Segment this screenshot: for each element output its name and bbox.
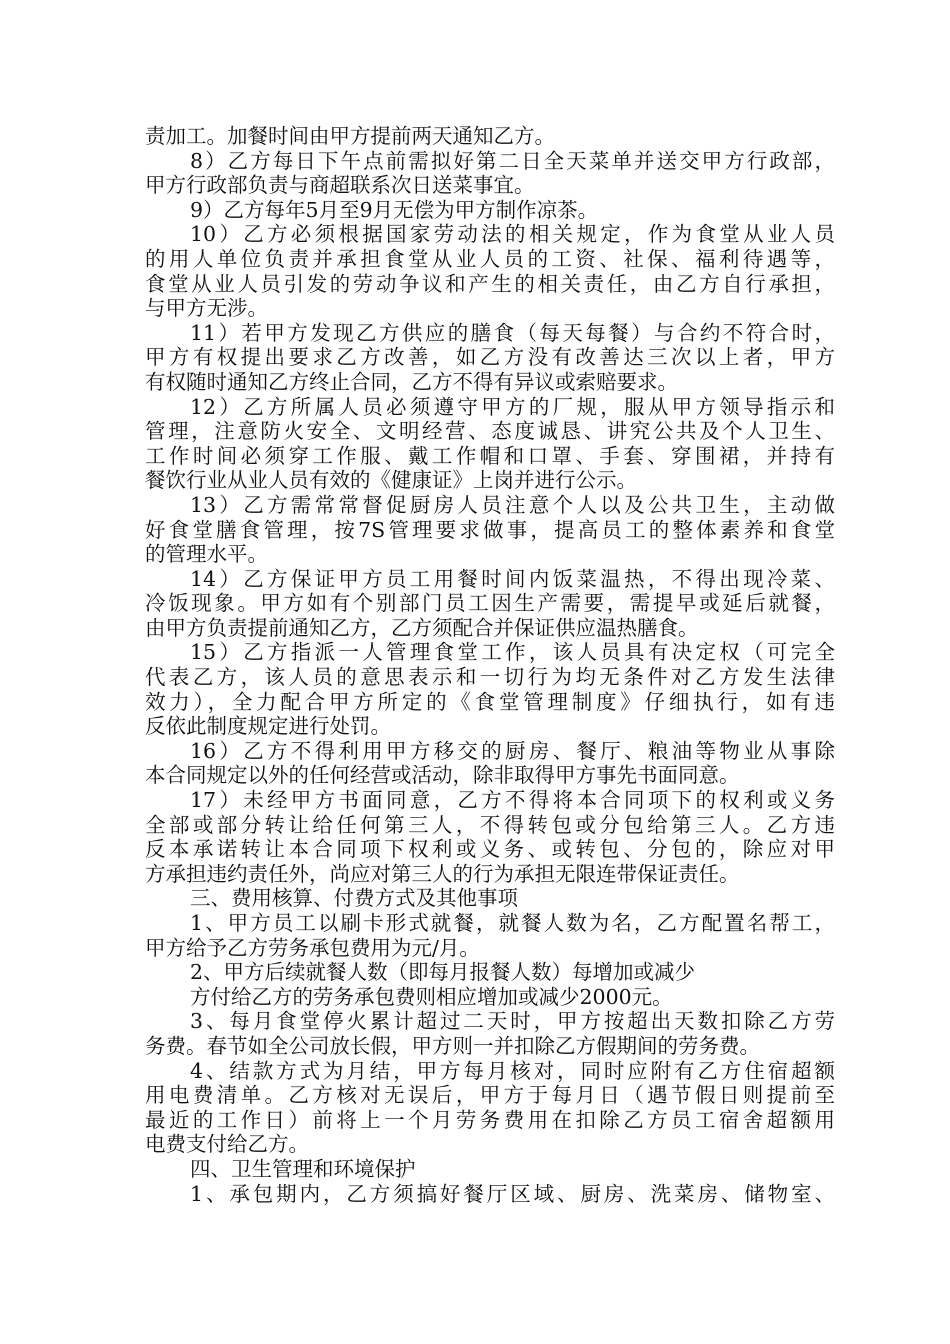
text-line: 12）乙方所属人员必须遵守甲方的厂规，服从甲方领导指示和 (190, 394, 835, 419)
text-line: 10）乙方必须根据国家劳动法的相关规定，作为食堂从业人员 (190, 222, 835, 247)
text-line: 甲方行政部负责与商超联系次日送菜事宜。 (145, 173, 535, 198)
text-line: 4、结款方式为月结，甲方每月核对，同时应附有乙方住宿超额 (190, 1058, 835, 1083)
text-line: 好食堂膳食管理，按7S管理要求做事，提高员工的整体素养和食堂 (145, 517, 835, 542)
text-line: 甲方给予乙方劳务承包费用为元/月。 (145, 935, 480, 960)
text-line: 3、每月食堂停火累计超过二天时，甲方按超出天数扣除乙方劳 (190, 1009, 835, 1034)
text-line: 餐饮行业从业人员有效的《健康证》上岗并进行公示。 (145, 468, 637, 493)
text-line: 1、甲方员工以刷卡形式就餐，就餐人数为名，乙方配置名帮工， (190, 911, 835, 935)
document-body (145, 124, 835, 1206)
text-line: 有权随时通知乙方终止合同，乙方不得有异议或索赔要求。 (145, 369, 678, 394)
text-line: 17）未经甲方书面同意，乙方不得将本合同项下的权利或义务 (190, 788, 835, 813)
text-line: 反本承诺转让本合同项下权利或义务、或转包、分包的，除应对甲 (145, 837, 835, 862)
text-line: 11）若甲方发现乙方供应的膳食（每天每餐）与合约不符合时， (190, 320, 835, 345)
text-line: 14）乙方保证甲方员工用餐时间内饭菜温热，不得出现冷菜、 (190, 566, 835, 591)
text-line: 2、甲方后续就餐人数（即每月报餐人数）每增加或减少 (190, 960, 696, 985)
text-line: 电费支付给乙方。 (145, 1132, 309, 1157)
text-line: 最近的工作日）前将上一个月劳务费用在扣除乙方员工宿舍超额用 (145, 1107, 835, 1132)
text-line: 方承担违约责任外，尚应对第三人的行为承担无限连带保证责任。 (145, 861, 740, 886)
text-line: 16）乙方不得利用甲方移交的厨房、餐厅、粮油等物业从事除 (190, 738, 835, 763)
text-line: 三、费用核算、付费方式及其他事项 (190, 886, 518, 911)
text-line: 管理，注意防火安全、文明经营、态度诚恳、讲究公共及个人卫生、 (145, 419, 835, 444)
text-line: 方付给乙方的劳务承包费则相应增加或减少2000元。 (190, 984, 673, 1009)
text-line: 与甲方无涉。 (145, 296, 268, 321)
text-line: 9）乙方每年5月至9月无偿为甲方制作凉茶。 (190, 197, 599, 222)
text-line: 反依此制度规定进行处罚。 (145, 714, 391, 739)
text-line: 15）乙方指派一人管理食堂工作，该人员具有决定权（可完全 (190, 640, 835, 665)
text-line: 甲方有权提出要求乙方改善，如乙方没有改善达三次以上者，甲方 (145, 345, 835, 370)
text-line: 四、卫生管理和环境保护 (190, 1156, 416, 1181)
text-line: 全部或部分转让给任何第三人，不得转包或分包给第三人。乙方违 (145, 812, 835, 837)
text-line: 1、承包期内，乙方须搞好餐厅区域、厨房、洗菜房、储物室、 (190, 1181, 835, 1206)
text-line: 13）乙方需常常督促厨房人员注意个人以及公共卫生，主动做 (190, 492, 835, 517)
text-line: 食堂从业人员引发的劳动争议和产生的相关责任，由乙方自行承担， (145, 271, 835, 296)
text-line: 责加工。加餐时间由甲方提前两天通知乙方。 (145, 124, 555, 148)
text-line: 代表乙方，该人员的意思表示和一切行为均无条件对乙方发生法律 (145, 665, 835, 690)
text-line: 本合同规定以外的任何经营或活动，除非取得甲方事先书面同意。 (145, 763, 740, 788)
text-line: 的管理水平。 (145, 542, 268, 567)
text-line: 用电费清单。乙方核对无误后，甲方于每月日（遇节假日则提前至 (145, 1083, 835, 1108)
text-line: 效力），全力配合甲方所定的《食堂管理制度》仔细执行，如有违 (145, 689, 835, 714)
text-line: 工作时间必须穿工作服、戴工作帽和口罩、手套、穿围裙，并持有 (145, 443, 835, 468)
text-line: 8）乙方每日下午点前需拟好第二日全天菜单并送交甲方行政部， (190, 148, 835, 173)
text-line: 务费。春节如全公司放长假，甲方则一并扣除乙方假期间的劳务费。 (145, 1033, 760, 1058)
text-line: 由甲方负责提前通知乙方，乙方须配合并保证供应温热膳食。 (145, 615, 699, 640)
text-line: 的用人单位负责并承担食堂从业人员的工资、社保、福利待遇等， (145, 246, 835, 271)
text-line: 冷饭现象。甲方如有个别部门员工因生产需要，需提早或延后就餐， (145, 591, 835, 616)
